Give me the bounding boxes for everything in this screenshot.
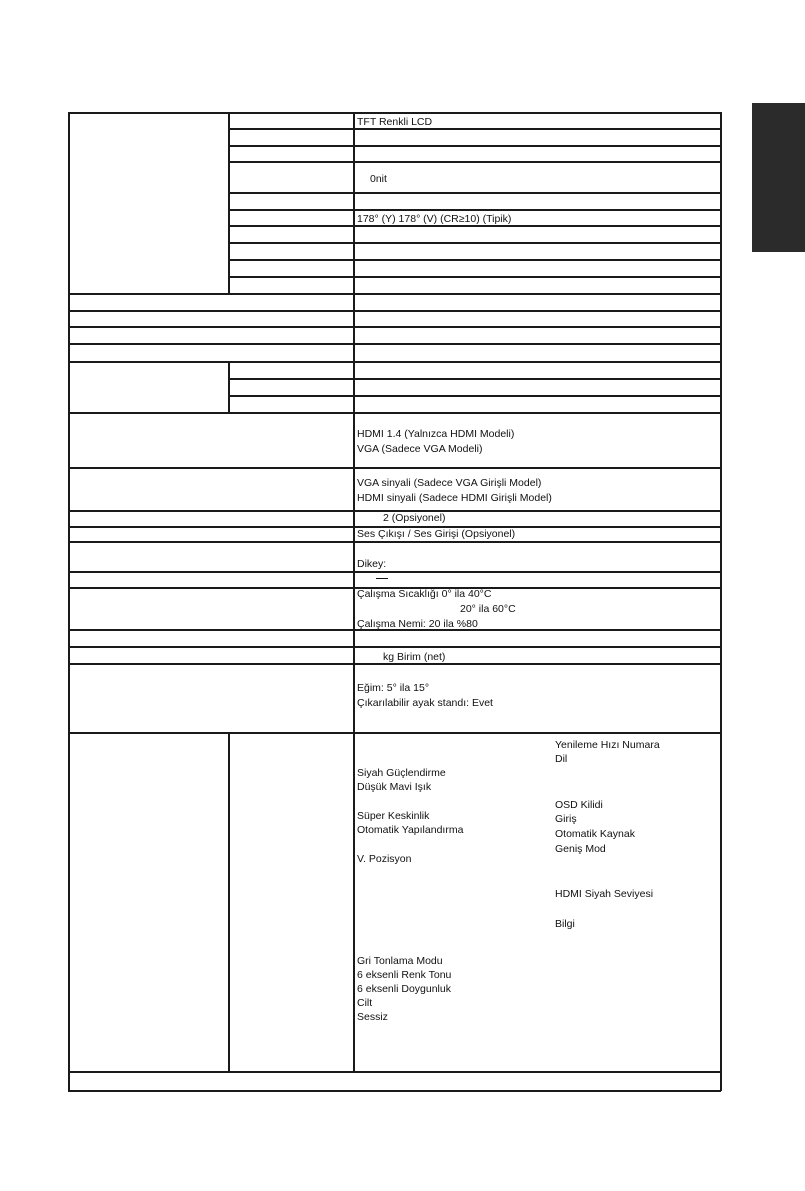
row-line <box>228 209 721 211</box>
osd-item: Siyah Güçlendirme <box>357 767 446 779</box>
brightness-value: 0nit <box>370 173 387 185</box>
panel-type: TFT Renkli LCD <box>357 116 433 128</box>
row-line <box>68 467 721 469</box>
osd-item: V. Pozisyon <box>357 853 412 865</box>
osd-item: OSD Kilidi <box>555 799 603 811</box>
row-line <box>68 663 721 665</box>
table-border-left <box>68 112 70 1091</box>
viewing-angle: 178° (Y) 178° (V) (CR≥10) (Tipik) <box>357 213 512 225</box>
input-hdmi: HDMI 1.4 (Yalnızca HDMI Modeli) <box>357 428 515 440</box>
language-side-tab <box>752 103 805 252</box>
col-sep-1a <box>228 112 230 293</box>
row-line <box>228 145 721 147</box>
row-line <box>68 310 721 312</box>
osd-item: Gri Tonlama Modu <box>357 955 443 967</box>
row-line <box>228 378 721 380</box>
row-line <box>68 541 721 543</box>
row-line <box>228 395 721 397</box>
row-line <box>68 732 721 734</box>
tilt-range: Eğim: 5° ila 15° <box>357 682 430 694</box>
speakers: 2 (Opsiyonel) <box>383 512 446 524</box>
osd-item: 6 eksenli Renk Tonu <box>357 969 452 981</box>
row-line <box>228 128 721 130</box>
osd-item: Yenileme Hızı Numara <box>555 739 660 751</box>
osd-item: 6 eksenli Doygunluk <box>357 983 451 995</box>
row-line <box>68 361 721 363</box>
col-sep-1c <box>228 732 230 1072</box>
osd-item: Süper Keskinlik <box>357 810 430 822</box>
vertical-label: Dikey: <box>357 558 387 570</box>
osd-item: Geniş Mod <box>555 843 606 855</box>
storage-temperature: 20° ila 60°C <box>460 603 516 615</box>
row-line <box>228 276 721 278</box>
osd-item: HDMI Siyah Seviyesi <box>555 888 654 900</box>
operating-temperature: Çalışma Sıcaklığı 0° ila 40°C <box>357 588 492 600</box>
osd-item: Otomatik Yapılandırma <box>357 824 464 836</box>
signal-vga: VGA sinyali (Sadece VGA Girişli Model) <box>357 477 542 489</box>
audio-ports: Ses Çıkışı / Ses Girişi (Opsiyonel) <box>357 528 516 540</box>
row-line <box>68 412 721 414</box>
row-line <box>68 343 721 345</box>
row-line <box>68 571 721 573</box>
row-line <box>68 326 721 328</box>
col-sep-1b <box>228 361 230 412</box>
row-line <box>68 1071 721 1073</box>
removable-stand: Çıkarılabilir ayak standı: Evet <box>357 697 493 709</box>
osd-item: Dil <box>555 753 568 765</box>
osd-item: Düşük Mavi Işık <box>357 781 432 793</box>
row-line <box>228 225 721 227</box>
osd-item: Giriş <box>555 813 577 825</box>
table-border-bottom <box>68 1090 721 1092</box>
operating-humidity: Çalışma Nemi: 20 ila %80 <box>357 618 478 630</box>
osd-item: Otomatik Kaynak <box>555 828 635 840</box>
row-line <box>68 646 721 648</box>
spec-table <box>68 112 721 1091</box>
col-sep-2 <box>353 112 355 1072</box>
row-line <box>228 259 721 261</box>
row-line <box>228 242 721 244</box>
row-line <box>228 192 721 194</box>
osd-item: Cilt <box>357 997 373 1009</box>
table-border-top <box>68 112 721 114</box>
row-line <box>228 161 721 163</box>
osd-item: Bilgi <box>555 918 575 930</box>
input-vga: VGA (Sadece VGA Modeli) <box>357 443 483 455</box>
dash-mark <box>376 578 388 579</box>
row-line <box>68 293 721 295</box>
weight-value: kg Birim (net) <box>383 651 446 663</box>
signal-hdmi: HDMI sinyali (Sadece HDMI Girişli Model) <box>357 492 552 504</box>
osd-item: Sessiz <box>357 1011 388 1023</box>
